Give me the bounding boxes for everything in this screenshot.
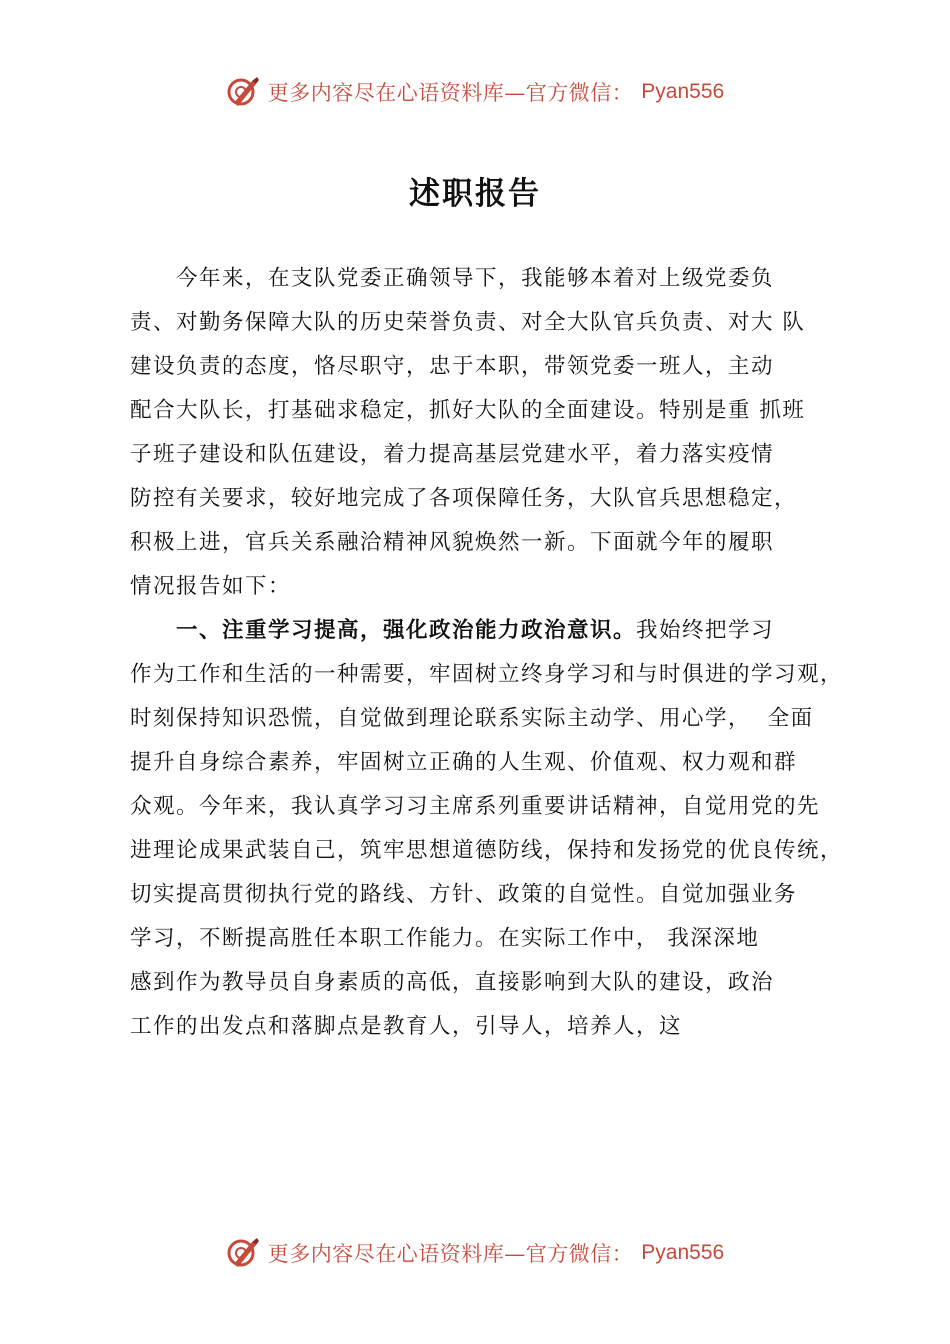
paragraph-line: 进理论成果武装自己，筑牢思想道德防线，保持和发扬党的优良传统， xyxy=(130,838,844,863)
paragraph-line: 工作的出发点和落脚点是教育人，引导人，培养人，这 xyxy=(130,1014,683,1039)
section-heading: 一、注重学习提高，强化政治能力政治意识。 xyxy=(130,618,637,643)
paragraph-line: 作为工作和生活的一种需要，牢固树立终身学习和与时俱进的学习观， xyxy=(130,662,844,687)
section-heading-tail: 我始终把学习 xyxy=(636,618,775,643)
paragraph-line: 防控有关要求，较好地完成了各项保障任务，大队官兵思想稳定， xyxy=(130,486,798,511)
footer-watermark xyxy=(0,1233,950,1273)
pen-circle-logo-icon xyxy=(226,1236,260,1270)
paragraph-line: 提升自身综合素养，牢固树立正确的人生观、价值观、权力观和群 xyxy=(130,750,798,775)
paragraph-line: 学习，不断提高胜任本职工作能力。在实际工作中， 我深深地 xyxy=(130,926,760,951)
watermark-text: 更多内容尽在心语资料库—官方微信： xyxy=(267,1242,634,1266)
paragraph-line: 感到作为教导员自身素质的高低，直接影响到大队的建设，政治 xyxy=(130,970,775,995)
watermark-handle: Pyan556 xyxy=(641,80,725,103)
paragraph-line: 配合大队长，打基础求稳定，抓好大队的全面建设。特别是重 抓班 xyxy=(130,398,806,423)
watermark-text: 更多内容尽在心语资料库—官方微信： xyxy=(267,81,634,105)
header-watermark xyxy=(0,72,950,112)
document-title: 述职报告 xyxy=(409,176,541,212)
paragraph-line: 子班子建设和队伍建设，着力提高基层党建水平，着力落实疫情 xyxy=(130,442,775,467)
section-heading-line xyxy=(130,616,774,646)
paragraph-line: 建设负责的态度，恪尽职守，忠于本职，带领党委一班人，主动 xyxy=(130,354,775,379)
pen-circle-logo-icon xyxy=(226,75,260,109)
paragraph-line: 时刻保持知识恐慌，自觉做到理论联系实际主动学、用心学， 全面 xyxy=(130,706,814,731)
paragraph-line: 今年来，在支队党委正确领导下，我能够本着对上级党委负 xyxy=(130,266,775,291)
paragraph-line: 责、对勤务保障大队的历史荣誉负责、对全大队官兵负责、对大 队 xyxy=(130,310,806,335)
paragraph-line: 情况报告如下： xyxy=(130,574,292,599)
paragraph-line: 众观。今年来，我认真学习习主席系列重要讲话精神，自觉用党的先 xyxy=(130,794,821,819)
paragraph-line: 积极上进，官兵关系融洽精神风貌焕然一新。下面就今年的履职 xyxy=(130,530,775,555)
watermark-handle: Pyan556 xyxy=(641,1241,725,1264)
paragraph-line: 切实提高贯彻执行党的路线、方针、政策的自觉性。自觉加强业务 xyxy=(130,882,798,907)
